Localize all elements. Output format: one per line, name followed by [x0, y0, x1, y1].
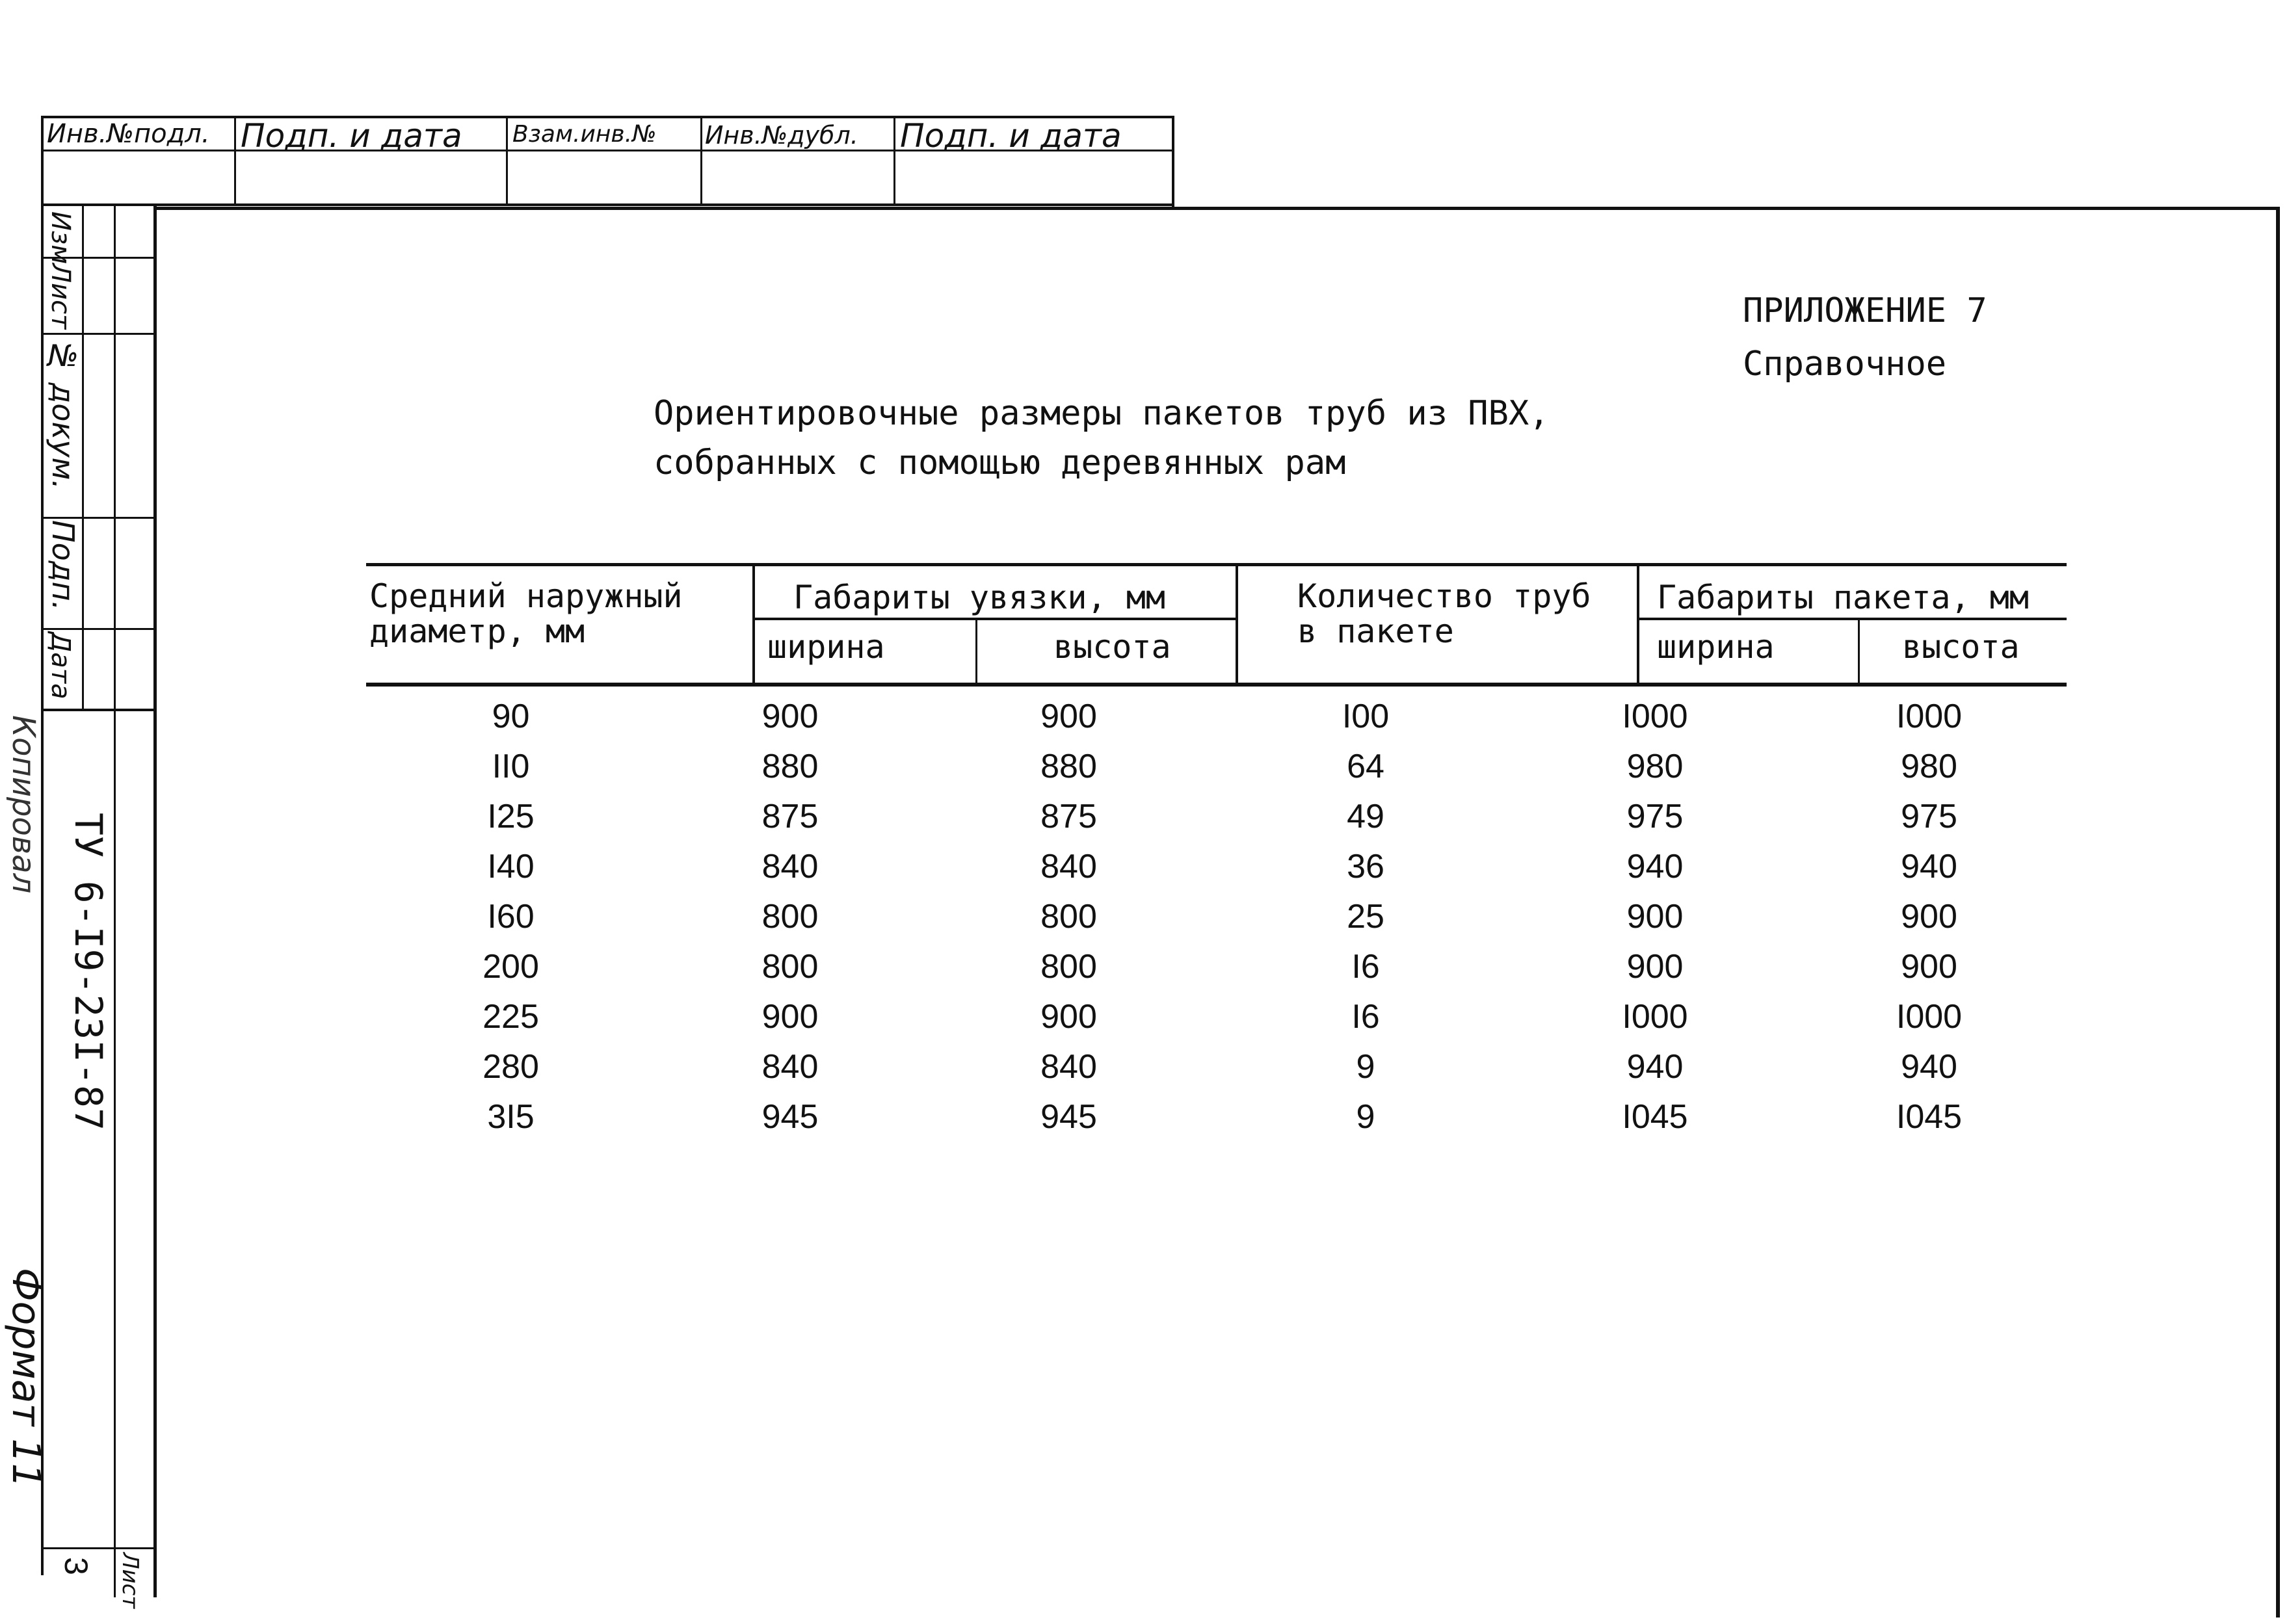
cell-diameter: I25	[487, 797, 535, 835]
cell-tie-height: 800	[1040, 947, 1097, 986]
cell-package-height: I000	[1896, 997, 1963, 1036]
cell-package-width: 900	[1626, 947, 1684, 986]
cell-pipe-count: 36	[1347, 847, 1384, 885]
header-pipe-count: Количество труб в пакете	[1297, 577, 1591, 650]
table-row	[366, 791, 2067, 841]
appendix-title: ПРИЛОЖЕНИЕ 7	[1743, 291, 1987, 330]
table-row	[366, 1092, 2067, 1142]
stamp-header-sign-date: Подп. и дата	[241, 117, 462, 155]
stamp-header-replace-inv: Взам.инв.№	[512, 121, 657, 148]
cell-package-height: I045	[1896, 1097, 1963, 1136]
cell-package-height: 975	[1901, 797, 1957, 835]
table-row	[366, 841, 2067, 891]
stamp-row-line	[41, 709, 157, 711]
sheet-number: 3	[58, 1557, 94, 1575]
header-tie-height: высота	[1053, 628, 1171, 666]
format-note: Формат 11	[3, 1268, 49, 1488]
group1-underline	[752, 618, 1237, 620]
cell-tie-height: 840	[1040, 847, 1097, 885]
cell-package-width: 900	[1626, 897, 1684, 936]
cell-pipe-count: 49	[1347, 797, 1384, 835]
frame-top-line	[153, 207, 2280, 210]
stamp-label-sheet: Лист	[46, 263, 75, 330]
cell-package-width: 980	[1626, 747, 1684, 785]
document-code: ТУ 6-I9-23I-87	[66, 813, 111, 1131]
header-divider	[1637, 564, 1639, 684]
cell-package-width: 940	[1626, 847, 1684, 885]
cell-package-height: 980	[1901, 747, 1957, 785]
header-divider	[752, 564, 755, 684]
stamp-row-line	[41, 517, 157, 519]
cell-tie-width: 880	[761, 747, 819, 785]
header-package-dimensions: Габариты пакета, мм	[1657, 579, 2029, 616]
stamp-header-sign-date-2: Подп. и дата	[900, 117, 1122, 155]
cell-package-height: 900	[1901, 897, 1957, 936]
cell-tie-height: 880	[1040, 747, 1097, 785]
cell-tie-width: 840	[761, 1047, 819, 1086]
cell-diameter: 3I5	[487, 1097, 535, 1136]
header-top-rule	[366, 563, 2067, 566]
cell-pipe-count: 64	[1347, 747, 1384, 785]
stamp-divider	[506, 116, 508, 203]
stamp-divider	[700, 116, 702, 203]
table-row	[366, 991, 2067, 1041]
stamp-divider	[1172, 116, 1174, 207]
table-caption-line-2: собранных с помощью деревянных рам	[654, 443, 1346, 482]
cell-tie-height: 900	[1040, 997, 1097, 1036]
stamp-header-inv-dup: Инв.№дубл.	[705, 121, 858, 150]
cell-tie-height: 800	[1040, 897, 1097, 936]
table-row	[366, 691, 2067, 741]
cell-tie-height: 900	[1040, 697, 1097, 735]
cell-tie-width: 840	[761, 847, 819, 885]
cell-tie-width: 800	[761, 947, 819, 986]
cell-diameter: 280	[483, 1047, 539, 1086]
header-divider	[975, 619, 977, 684]
frame-right-line	[2276, 207, 2280, 1617]
stamp-row-line	[41, 628, 157, 630]
header-tie-width: ширина	[767, 628, 885, 666]
table-caption-line-1: Ориентировочные размеры пакетов труб из ПВХ,	[654, 394, 1550, 433]
stamp-row-line	[41, 333, 157, 335]
table-row	[366, 941, 2067, 991]
header-divider	[1236, 564, 1238, 684]
stamp-divider	[893, 116, 895, 203]
stamp-label-doc-number: № докум.	[46, 338, 81, 490]
copied-by-note: Копировал	[5, 715, 42, 894]
cell-tie-height: 875	[1040, 797, 1097, 835]
table-body	[366, 691, 2067, 1142]
cell-tie-width: 900	[761, 697, 819, 735]
table-row	[366, 1041, 2067, 1092]
cell-package-width: I045	[1622, 1097, 1688, 1136]
stamp-col-line	[114, 206, 116, 1597]
cell-pipe-count: 9	[1356, 1047, 1375, 1086]
cell-package-width: I000	[1622, 697, 1688, 735]
cell-diameter: 225	[483, 997, 539, 1036]
header-diameter: Средний наружный диаметр, мм	[369, 577, 683, 650]
cell-pipe-count: I6	[1351, 947, 1380, 986]
cell-diameter: 90	[492, 697, 530, 735]
header-bottom-rule	[366, 683, 2067, 687]
cell-diameter: I40	[487, 847, 535, 885]
stamp-header-inv-orig: Инв.№подл.	[47, 119, 210, 149]
cell-package-height: 900	[1901, 947, 1957, 986]
cell-tie-width: 900	[761, 997, 819, 1036]
package-dimensions-table	[366, 691, 2067, 1142]
cell-package-height: 940	[1901, 1047, 1957, 1086]
stamp-label-change: Изм	[46, 211, 75, 265]
cell-pipe-count: I00	[1342, 697, 1390, 735]
stamp-divider	[234, 116, 236, 203]
cell-package-width: I000	[1622, 997, 1688, 1036]
cell-tie-width: 945	[761, 1097, 819, 1136]
table-row	[366, 741, 2067, 791]
header-package-width: ширина	[1657, 628, 1775, 666]
cell-pipe-count: 9	[1356, 1097, 1375, 1136]
cell-tie-width: 875	[761, 797, 819, 835]
cell-package-width: 975	[1626, 797, 1684, 835]
cell-diameter: 200	[483, 947, 539, 986]
cell-package-height: I000	[1896, 697, 1963, 735]
cell-tie-height: 945	[1040, 1097, 1097, 1136]
stamp-bottom-line	[41, 203, 1174, 206]
sheet-label: Лист	[117, 1552, 143, 1609]
cell-pipe-count: 25	[1347, 897, 1384, 936]
cell-tie-width: 800	[761, 897, 819, 936]
appendix-subtitle: Справочное	[1743, 345, 1947, 384]
header-package-height: высота	[1902, 628, 2020, 666]
group2-underline	[1637, 618, 2067, 620]
cell-tie-height: 840	[1040, 1047, 1097, 1086]
header-tie-dimensions: Габариты увязки, мм	[793, 579, 1165, 616]
stamp-col-line	[82, 206, 84, 710]
cell-package-width: 940	[1626, 1047, 1684, 1086]
cell-pipe-count: I6	[1351, 997, 1380, 1036]
stamp-label-date: Дата	[46, 632, 75, 700]
stamp-label-signature: Подп.	[46, 520, 81, 611]
stamp-row-line	[41, 1547, 157, 1549]
cell-package-height: 940	[1901, 847, 1957, 885]
cell-diameter: I60	[487, 897, 535, 936]
table-row	[366, 891, 2067, 941]
cell-diameter: II0	[492, 747, 530, 785]
header-divider	[1858, 619, 1860, 684]
stamp-col-line	[153, 206, 157, 1597]
